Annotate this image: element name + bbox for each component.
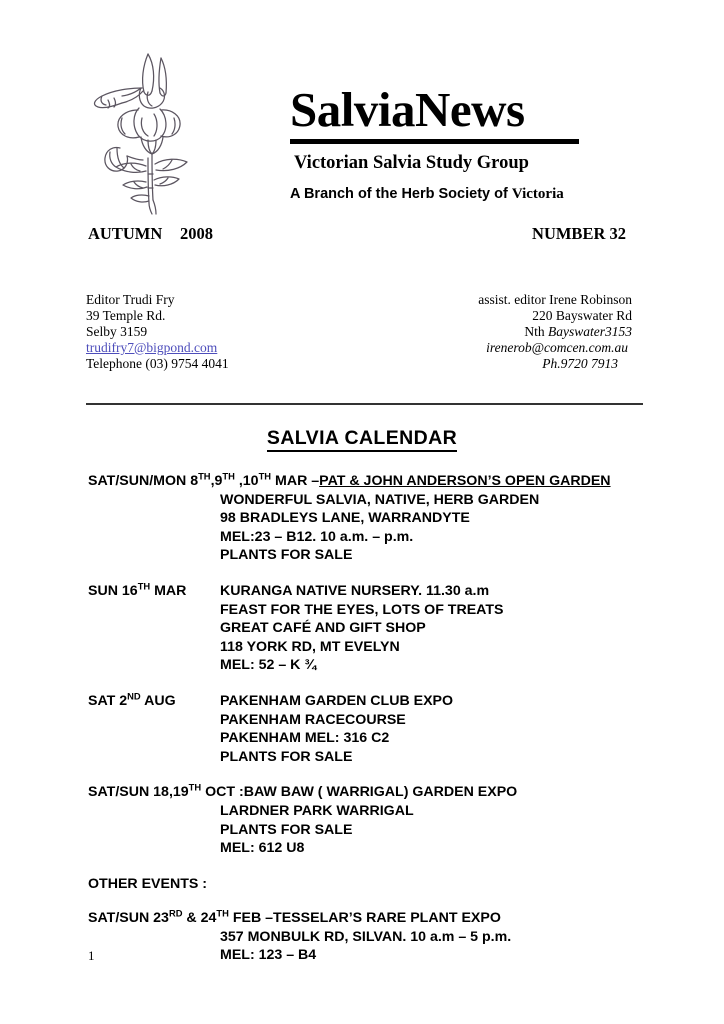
calendar-entry-date [88, 582, 220, 601]
calendar-entry [88, 582, 668, 675]
editor-suburb: Selby 3159 [86, 323, 148, 339]
calendar-entry-details [88, 802, 668, 858]
date-suffix: OCT : [201, 784, 244, 801]
calendar-entry-header [88, 472, 668, 491]
salvia-flower-illustration-icon [86, 48, 204, 216]
calendar-entry-details [88, 601, 668, 675]
masthead-title-block [204, 48, 644, 203]
calendar-entry-detail-line: WONDERFUL SALVIA, NATIVE, HERB GARDEN [220, 491, 540, 508]
calendar-entry-detail-line: 118 YORK RD, MT EVELYN [220, 638, 400, 655]
date-suffix: FEB – [228, 910, 274, 927]
calendar-entry-detail-line: GREAT CAFÉ AND GIFT SHOP [220, 620, 426, 637]
date-ordinal-suffix: TH [198, 471, 211, 482]
editor-email-text[interactable]: trudifry7@bigpond.com [86, 339, 218, 355]
editor-contact [86, 292, 229, 372]
branch-line-main: A Branch of the Herb Society of [290, 186, 512, 202]
calendar-entry-header [88, 909, 668, 928]
masthead-branch-line [204, 185, 644, 203]
calendar-list [88, 472, 668, 982]
other-events-label: OTHER EVENTS : [88, 875, 208, 892]
assistant-editor-suburb [478, 324, 632, 340]
calendar-entry-detail-line: MEL: 612 U8 [220, 840, 305, 857]
calendar-entry-detail-line: PLANTS FOR SALE [220, 748, 353, 765]
date-mid2: ,10 [234, 473, 259, 489]
date-prefix: SAT/SUN/MON 8 [88, 473, 199, 489]
calendar-entry-detail-line: PAKENHAM RACECOURSE [220, 711, 406, 728]
issue-line [88, 224, 626, 244]
issue-season: AUTUMN [88, 224, 163, 243]
calendar-entry-details [88, 711, 668, 767]
calendar-entry-header [88, 692, 668, 711]
assistant-editor-street: 220 Bayswater Rd [532, 307, 632, 323]
issue-year: 2008 [180, 224, 213, 243]
page-number: 1 [88, 948, 95, 963]
editor-street: 39 Temple Rd. [86, 307, 166, 323]
calendar-entry-detail-line: 98 BRADLEYS LANE, WARRANDYTE [220, 510, 470, 527]
section-divider [86, 403, 643, 405]
date-ordinal-suffix: TH [222, 471, 235, 482]
date-suffix: MAR – [271, 473, 320, 489]
calendar-entry-headline: BAW BAW ( WARRIGAL) GARDEN EXPO [243, 784, 518, 801]
date-ordinal-suffix: TH [216, 908, 229, 919]
assistant-editor-suburb-prefix: Nth [524, 323, 548, 339]
calendar-entry-detail-line: MEL:23 – B12. 10 a.m. – p.m. [220, 528, 414, 545]
assistant-editor-suburb-name: Bayswater3153 [548, 323, 632, 339]
calendar-entry-header [88, 582, 668, 601]
date-ordinal-suffix: TH [258, 471, 272, 482]
assistant-editor-name: assist. editor Irene Robinson [478, 292, 632, 307]
issue-left-group [88, 224, 213, 244]
date-mid: ,9 [210, 473, 223, 489]
date-prefix: SUN 16 [88, 582, 138, 599]
editor-email-link[interactable] [86, 340, 229, 356]
contact-block [86, 292, 632, 372]
calendar-entry-detail-line: PAKENHAM MEL: 316 C2 [220, 730, 390, 747]
assistant-editor-contact [478, 292, 632, 372]
calendar-entry-detail-line: LARDNER PARK WARRIGAL [220, 802, 414, 819]
calendar-entry-details [88, 491, 668, 565]
masthead-subtitle: Victorian Salvia Study Group [294, 153, 529, 173]
date-ordinal-suffix: TH [137, 581, 151, 592]
date-suffix: MAR [150, 582, 187, 599]
assistant-editor-email[interactable]: irenerob@comcen.com.au [486, 339, 628, 355]
masthead [86, 48, 646, 220]
calendar-entry [88, 472, 668, 565]
date-ordinal-suffix: ND [127, 691, 141, 702]
branch-line-state: Victoria [511, 186, 564, 202]
calendar-heading-text: SALVIA CALENDAR [267, 427, 457, 452]
date-mid: & 24 [182, 910, 217, 927]
calendar-entry-detail-line: PLANTS FOR SALE [220, 547, 353, 564]
editor-phone: Telephone (03) 9754 4041 [86, 355, 229, 371]
date-suffix: AUG [140, 692, 176, 709]
calendar-entry-detail-line: PLANTS FOR SALE [220, 821, 353, 838]
calendar-entry-date [88, 783, 244, 802]
date-prefix: SAT/SUN 23 [88, 910, 169, 927]
calendar-heading [0, 427, 724, 450]
date-ordinal-suffix: RD [168, 908, 183, 919]
calendar-entry [88, 783, 668, 857]
assistant-editor-phone: Ph.9720 7913 [542, 355, 618, 371]
date-ordinal-suffix: TH [188, 782, 202, 793]
calendar-entry [88, 909, 668, 965]
calendar-entry-date [88, 692, 220, 711]
issue-number: NUMBER 32 [532, 224, 626, 243]
calendar-entry-detail-line: MEL: 52 – K ¾ [220, 657, 317, 674]
calendar-entry-detail-line: 357 MONBULK RD, SILVAN. 10 a.m – 5 p.m. [220, 928, 512, 945]
title-underline-rule [290, 139, 579, 144]
calendar-entry-headline: TESSELAR’S RARE PLANT EXPO [273, 910, 501, 927]
calendar-entry [88, 692, 668, 766]
calendar-entry-details [88, 928, 668, 965]
date-prefix: SAT 2 [88, 692, 128, 709]
calendar-entry-detail-line: FEAST FOR THE EYES, LOTS OF TREATS [220, 601, 504, 618]
calendar-entry-headline: KURANGA NATIVE NURSERY. 11.30 a.m [220, 582, 490, 599]
page-title: SalviaNews [290, 82, 525, 137]
calendar-entry-date [88, 472, 319, 491]
date-prefix: SAT/SUN 18,19 [88, 784, 189, 801]
calendar-entry-headline: PAKENHAM GARDEN CLUB EXPO [220, 692, 454, 709]
editor-name: Editor Trudi Fry [86, 292, 175, 307]
calendar-entry-date [88, 909, 273, 928]
calendar-entry-detail-line: MEL: 123 – B4 [220, 947, 317, 964]
calendar-entry-headline: PAT & JOHN ANDERSON’S OPEN GARDEN [319, 473, 611, 489]
calendar-entry-header [88, 783, 668, 802]
